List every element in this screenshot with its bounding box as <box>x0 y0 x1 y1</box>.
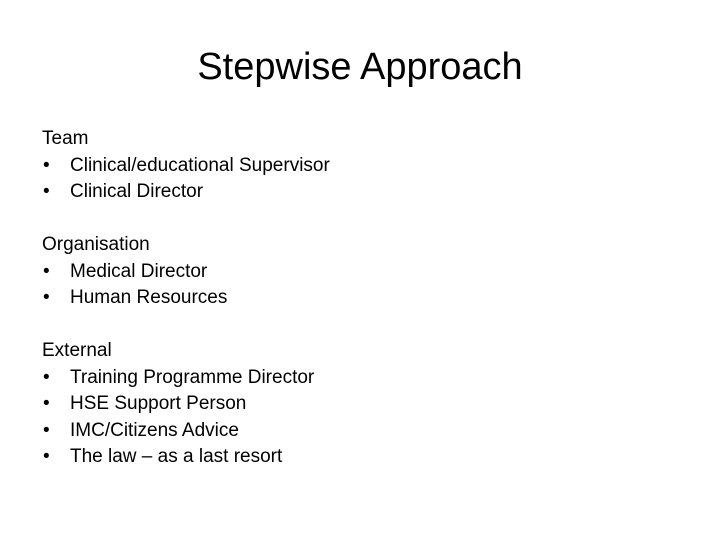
list-item-text: HSE Support Person <box>70 393 247 414</box>
slide-title: Stepwise Approach <box>197 46 523 88</box>
bullet-icon: • <box>43 446 50 467</box>
list-item-text: Clinical/educational Supervisor <box>70 154 330 176</box>
list-item <box>42 285 682 312</box>
slide-body <box>42 126 682 497</box>
bullet-icon: • <box>43 181 50 202</box>
list-item-text: Training Programme Director <box>70 366 315 388</box>
section-external <box>42 338 682 471</box>
bullet-icon: • <box>43 419 50 441</box>
list-item <box>42 365 682 392</box>
bullet-icon: • <box>43 366 50 388</box>
list-item-text: The law – as a last resort <box>70 446 283 467</box>
bullet-list <box>42 153 682 206</box>
list-item-text: Medical Director <box>70 260 208 282</box>
list-item-text: Clinical Director <box>70 181 204 202</box>
section-organisation <box>42 232 682 312</box>
list-item <box>42 179 682 206</box>
bullet-icon: • <box>43 287 50 308</box>
section-heading: Team <box>42 128 89 149</box>
list-item <box>42 153 682 180</box>
list-item-text: IMC/Citizens Advice <box>70 419 239 441</box>
list-item <box>42 418 682 445</box>
section-heading: Organisation <box>42 234 150 255</box>
section-heading: External <box>42 340 112 361</box>
list-item <box>42 444 682 471</box>
list-item <box>42 259 682 286</box>
bullet-icon: • <box>43 260 50 282</box>
bullet-list <box>42 259 682 312</box>
bullet-icon: • <box>43 154 50 176</box>
section-team <box>42 126 682 206</box>
bullet-icon: • <box>43 393 50 414</box>
list-item-text: Human Resources <box>70 287 228 308</box>
bullet-list <box>42 365 682 471</box>
list-item <box>42 391 682 418</box>
